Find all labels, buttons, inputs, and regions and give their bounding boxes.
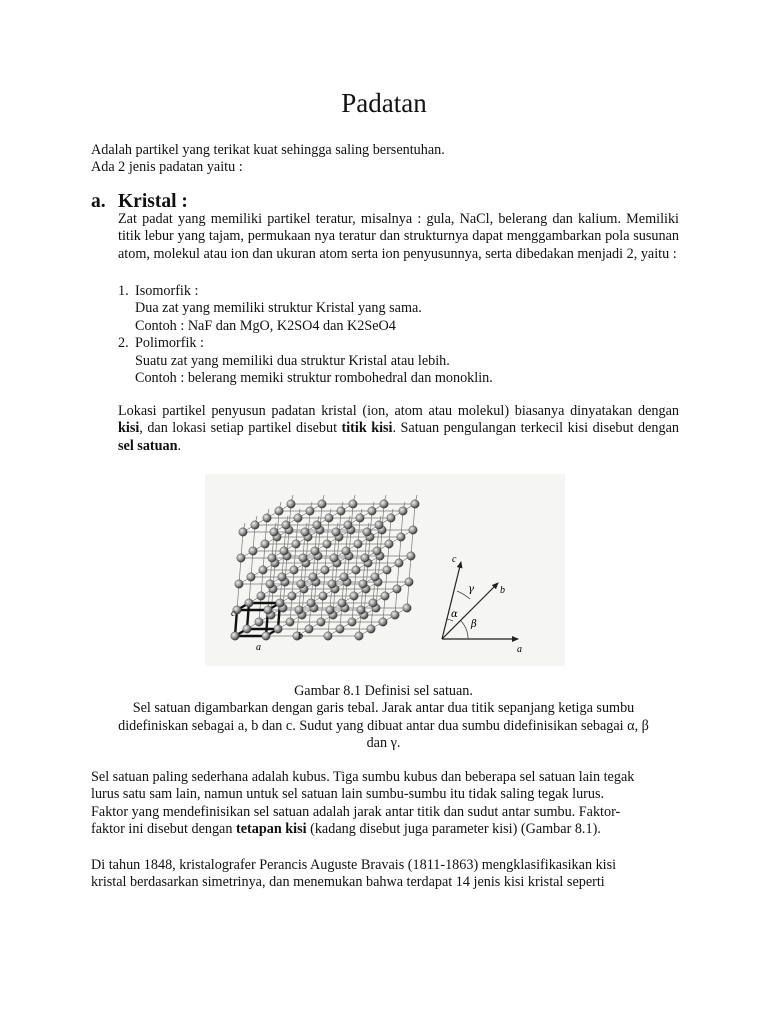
lattice-point bbox=[328, 580, 336, 588]
lattice-point bbox=[247, 573, 255, 581]
lattice-point bbox=[407, 552, 415, 560]
lattice-point bbox=[287, 500, 295, 508]
lattice-point bbox=[387, 514, 395, 522]
paragraph-line: kristal berdasarkan simetrinya, dan menemukan bahwa terdapat 14 jenis kisi kristal seperti bbox=[91, 874, 605, 891]
lattice-point bbox=[393, 585, 401, 593]
lattice-point bbox=[294, 514, 302, 522]
lattice-point bbox=[261, 540, 269, 548]
axes-diagram bbox=[442, 554, 522, 655]
lattice-point bbox=[275, 507, 283, 515]
lattice-point bbox=[299, 554, 307, 562]
intro-paragraph bbox=[91, 142, 691, 177]
list-item-definition: Dua zat yang memiliki struktur Kristal yang sama. bbox=[135, 300, 422, 317]
lattice-point bbox=[295, 606, 303, 614]
lattice-point bbox=[395, 559, 403, 567]
cell-label-c: c bbox=[231, 608, 236, 619]
list-item-name: Isomorfik : bbox=[135, 283, 199, 299]
lattice-point bbox=[311, 547, 319, 555]
lattice-point bbox=[259, 566, 267, 574]
lattice-point bbox=[359, 580, 367, 588]
angle-alpha: α bbox=[451, 609, 458, 620]
lattice-point bbox=[363, 528, 371, 536]
lattice-point bbox=[264, 606, 272, 614]
lattice-point bbox=[381, 592, 389, 600]
lattice-point bbox=[373, 547, 381, 555]
lattice-point bbox=[371, 573, 379, 581]
lattice-point bbox=[350, 592, 358, 600]
lattice-point bbox=[317, 618, 325, 626]
lattice-point bbox=[290, 566, 298, 574]
axis-label-c: c bbox=[452, 554, 457, 565]
paragraph-line: Faktor yang mendefinisikan sel satuan adalah jarak antar titik dan sudut antar sumbu. Faktor- bbox=[91, 803, 621, 820]
lattice-point bbox=[255, 618, 263, 626]
list-number: 1. bbox=[118, 283, 129, 299]
lattice-point bbox=[280, 547, 288, 555]
lattice-points bbox=[231, 500, 419, 640]
lattice-point bbox=[348, 618, 356, 626]
axis-label-a: a bbox=[517, 644, 522, 655]
lattice-point bbox=[411, 500, 419, 508]
intro-line: Ada 2 jenis padatan yaitu : bbox=[91, 159, 243, 176]
list-number: 2. bbox=[118, 335, 129, 352]
caption-line: didefiniskan sebagai a, b dan c. Sudut yang dibuat antar dua sumbu didefinisikan sebagai α, β bbox=[118, 717, 649, 734]
text-run: Lokasi partikel penyusun padatan kristal (ion, atom atau molekul) biasanya dinyatakan dengan bbox=[118, 403, 679, 419]
lattice-point bbox=[288, 592, 296, 600]
lattice-point bbox=[368, 507, 376, 515]
lattice-point bbox=[297, 580, 305, 588]
lattice-point bbox=[243, 625, 251, 633]
lattice-point bbox=[245, 599, 253, 607]
lattice-point bbox=[249, 547, 257, 555]
lattice-point bbox=[301, 528, 309, 536]
lattice-point bbox=[262, 632, 270, 640]
caption-line: Gambar 8.1 Definisi sel satuan. bbox=[294, 683, 473, 699]
figure-unit-cell bbox=[205, 474, 565, 666]
list-item-definition: Suatu zat yang memiliki dua struktur Kristal atau lebih. bbox=[135, 352, 450, 369]
paragraph-line: lurus satu sam lain, namun untuk sel satuan lain sumbu-sumbu itu tidak saling tegak lurus. bbox=[91, 786, 605, 803]
angle-beta: β bbox=[471, 619, 477, 630]
lattice-point bbox=[257, 592, 265, 600]
cell-label-a: a bbox=[256, 642, 261, 653]
lattice-point bbox=[306, 507, 314, 515]
lattice-point bbox=[337, 507, 345, 515]
lattice-point bbox=[268, 554, 276, 562]
lattice-point bbox=[369, 599, 377, 607]
text-run: , dan lokasi setiap partikel disebut bbox=[139, 420, 342, 437]
paragraph-line: Di tahun 1848, kristalografer Perancis Auguste Bravais (1811-1863) mengklasifikasikan kisi bbox=[91, 857, 617, 873]
section-heading-text: Kristal : bbox=[118, 191, 188, 212]
lattice-point bbox=[325, 514, 333, 522]
lattice-point bbox=[338, 599, 346, 607]
lattice-point bbox=[309, 573, 317, 581]
angle-gamma: γ bbox=[468, 584, 474, 595]
lattice-point bbox=[356, 514, 364, 522]
lattice-point bbox=[344, 521, 352, 529]
lattice-point bbox=[379, 618, 387, 626]
lattice-point bbox=[274, 625, 282, 633]
paragraph-bravais bbox=[91, 857, 681, 892]
crystal-lattice-figure bbox=[205, 474, 565, 666]
lattice-point bbox=[349, 500, 357, 508]
lattice-point bbox=[282, 521, 290, 529]
lattice-point bbox=[270, 528, 278, 536]
list-item bbox=[118, 283, 678, 335]
lattice-point bbox=[305, 625, 313, 633]
list-item-example: Contoh : belerang memiki struktur rombohedral dan monoklin. bbox=[135, 370, 493, 387]
lattice-point bbox=[276, 599, 284, 607]
list-item bbox=[118, 335, 678, 387]
text-run: faktor ini disebut dengan bbox=[91, 821, 236, 838]
lattice-point bbox=[231, 632, 239, 640]
lattice-point bbox=[352, 566, 360, 574]
text-run: (kadang disebut juga parameter kisi) (Gambar 8.1). bbox=[306, 821, 601, 838]
lattice-point bbox=[383, 566, 391, 574]
lattice-point bbox=[239, 528, 247, 536]
term-sel-satuan: sel satuan bbox=[118, 437, 178, 454]
figure-caption bbox=[91, 683, 676, 753]
lattice-point bbox=[307, 599, 315, 607]
lattice-point bbox=[326, 606, 334, 614]
lattice-point bbox=[330, 554, 338, 562]
lattice-point bbox=[367, 625, 375, 633]
paragraph-sel-satuan bbox=[91, 769, 681, 839]
page-title: Padatan bbox=[341, 88, 427, 118]
lattice-point bbox=[385, 540, 393, 548]
lattice-point bbox=[340, 573, 348, 581]
term-kisi: kisi bbox=[118, 420, 140, 437]
kristal-description: Zat padat yang memiliki partikel teratur, misalnya : gula, NaCl, belerang dan kalium. Memiliki titik lebur yang tajam, permukaan nya teratur dan strukturnya dapat menggambarkan pola susunan atom, molekul atau ion dan ukuran atom serta ion penyusunnya, serta dibedakan menjadi 2, yaitu : bbox=[118, 211, 679, 262]
lattice-point bbox=[319, 592, 327, 600]
cell-label-b: b bbox=[298, 631, 303, 642]
lattice-point bbox=[336, 625, 344, 633]
kristal-types-list bbox=[118, 283, 678, 387]
lattice-point bbox=[235, 580, 243, 588]
lattice-point bbox=[375, 521, 383, 529]
caption-line: dan γ. bbox=[366, 735, 401, 752]
lattice-point bbox=[266, 580, 274, 588]
text-run: . bbox=[177, 437, 182, 454]
lattice-point bbox=[237, 554, 245, 562]
lattice-point bbox=[399, 507, 407, 515]
list-item-name: Polimorfik : bbox=[135, 335, 204, 352]
lattice-point bbox=[403, 604, 411, 612]
lattice-point bbox=[263, 514, 271, 522]
lattice-point bbox=[324, 632, 332, 640]
paragraph-line: Sel satuan paling sederhana adalah kubus. Tiga sumbu kubus dan beberapa sel satuan lain tegak bbox=[91, 769, 635, 785]
axis-label-b: b bbox=[500, 585, 505, 596]
lattice-point bbox=[361, 554, 369, 562]
lattice-point bbox=[332, 528, 340, 536]
lattice-point bbox=[380, 500, 388, 508]
section-heading-kristal bbox=[91, 191, 188, 213]
lattice-point bbox=[397, 533, 405, 541]
paragraph-line bbox=[91, 821, 681, 838]
section-label: a. bbox=[91, 191, 106, 212]
lattice-point bbox=[342, 547, 350, 555]
term-tetapan-kisi: tetapan kisi bbox=[236, 821, 307, 838]
lattice-point bbox=[321, 566, 329, 574]
text-run: . Satuan pengulangan terkecil kisi disebut dengan bbox=[392, 420, 679, 437]
beta-arc bbox=[461, 621, 468, 639]
list-item-example: Contoh : NaF dan MgO, K2SO4 dan K2SeO4 bbox=[135, 317, 396, 334]
lattice-point bbox=[357, 606, 365, 614]
axis-c-arrow bbox=[442, 562, 461, 639]
lattice-point bbox=[318, 500, 326, 508]
lattice-point bbox=[251, 521, 259, 529]
lattice-point bbox=[355, 632, 363, 640]
caption-line: Sel satuan digambarkan dengan garis tebal. Jarak antar dua titik sepanjang ketiga sumbu bbox=[132, 700, 635, 717]
lattice-point bbox=[391, 611, 399, 619]
lokasi-paragraph bbox=[118, 403, 679, 455]
lattice-point bbox=[354, 540, 362, 548]
lattice-point bbox=[286, 618, 294, 626]
lattice-point bbox=[409, 526, 417, 534]
lattice-point bbox=[323, 540, 331, 548]
lattice-point bbox=[313, 521, 321, 529]
lattice-point bbox=[405, 578, 413, 586]
lattice-point bbox=[278, 573, 286, 581]
term-titik-kisi: titik kisi bbox=[341, 420, 393, 437]
lattice-point bbox=[292, 540, 300, 548]
intro-line: Adalah partikel yang terikat kuat sehingga saling bersentuhan. bbox=[91, 142, 445, 158]
